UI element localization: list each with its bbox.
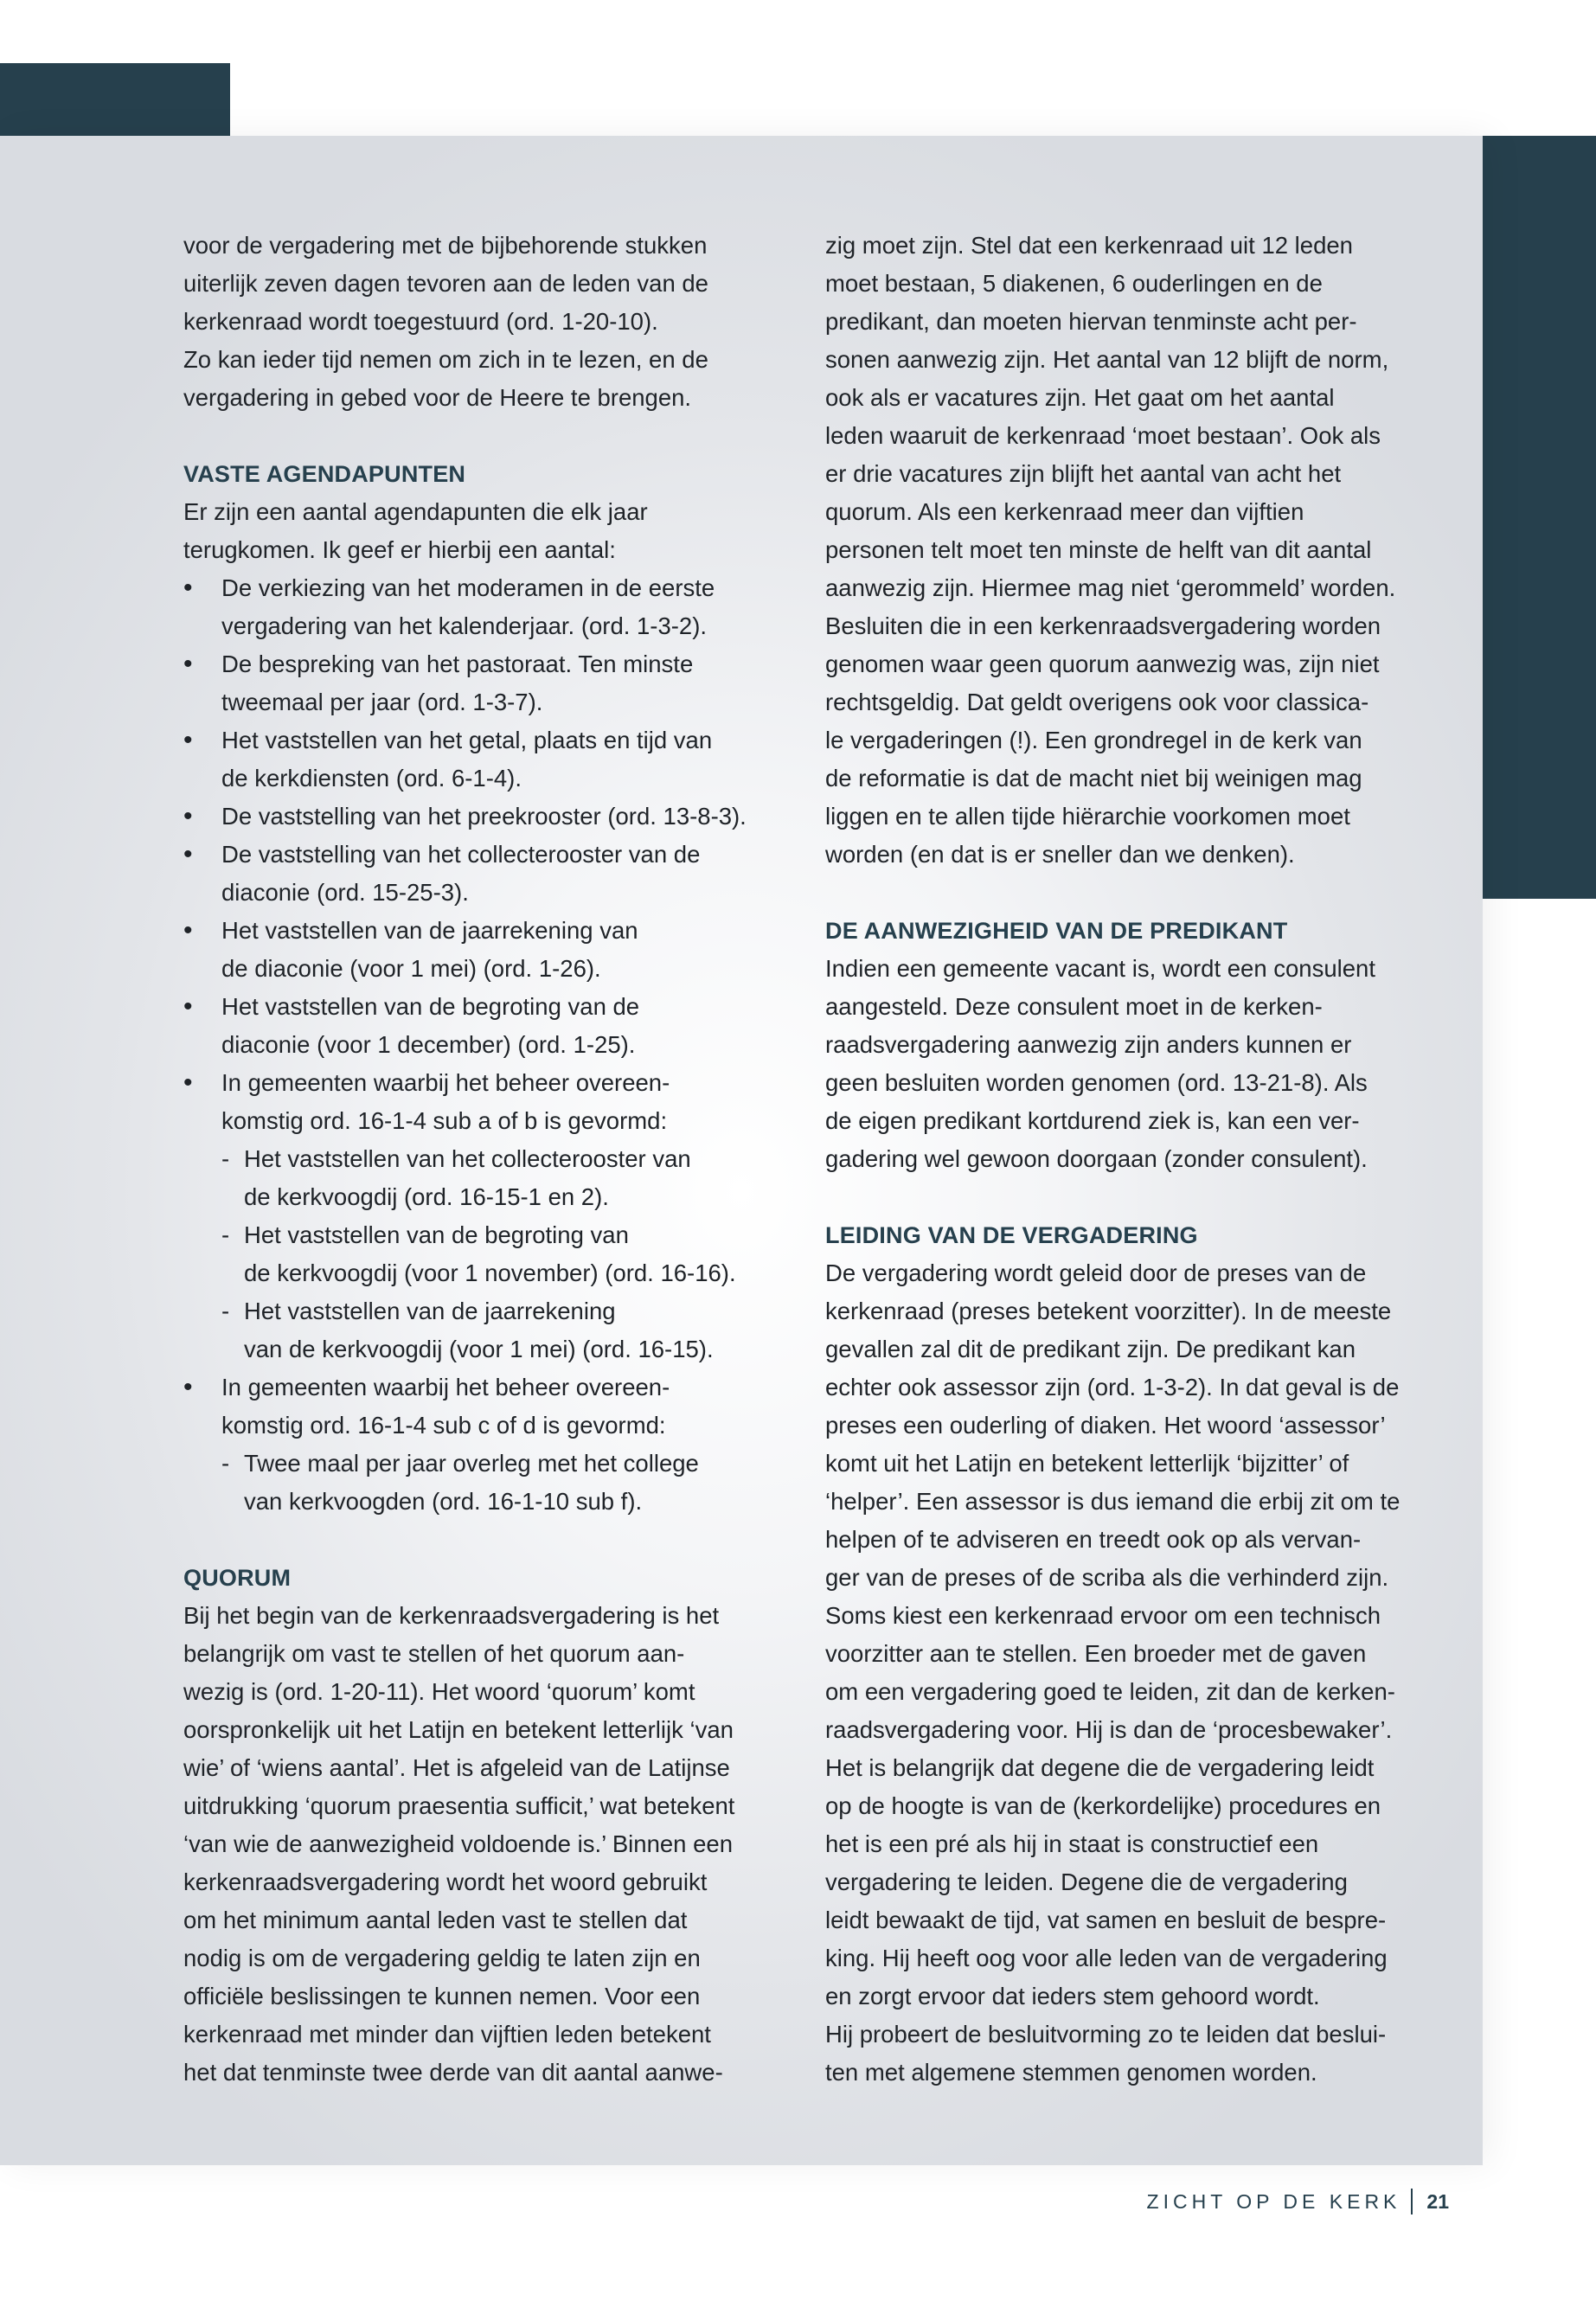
text-line: wie’ of ‘wiens aantal’. Het is afgeleid van de Latijnse (183, 1754, 730, 1781)
side-accent-tab (1483, 136, 1596, 899)
text-line: genomen waar geen quorum aanwezig was, zijn niet (825, 651, 1380, 677)
text-line: - Het vaststellen van het collecterooster van (244, 1145, 691, 1172)
aanwezigheid-paragraph (825, 950, 1431, 1178)
sub-list (221, 1140, 789, 1368)
sub-list-item (221, 1445, 789, 1521)
text-line: raadsvergadering aanwezig zijn anders kunnen er (825, 1031, 1352, 1058)
text-line: uiterlijk zeven dagen tevoren aan de leden van de (183, 270, 708, 297)
text-line: • In gemeenten waarbij het beheer overeen- (221, 1374, 670, 1400)
text-line: - Het vaststellen van de jaarrekening (244, 1298, 616, 1324)
text-line: ‘helper’. Een assessor is dus iemand die erbij zit om te (825, 1488, 1401, 1515)
text-line: op de hoogte is van de (kerkordelijke) procedures en (825, 1792, 1381, 1819)
text-line: Het is belangrijk dat degene die de vergadering leidt (825, 1754, 1375, 1781)
list-item (183, 645, 789, 721)
text-line: vergadering van het kalenderjaar. (ord. 1-3-2). (221, 612, 708, 639)
text-line: Zo kan ieder tijd nemen om zich in te lezen, en de (183, 346, 708, 373)
text-line: • De bespreking van het pastoraat. Ten minste (221, 651, 694, 677)
text-line: aanwezig zijn. Hiermee mag niet ‘gerommeld’ worden. (825, 574, 1396, 601)
text-line: wezig is (ord. 1-20-11). Het woord ‘quorum’ komt (183, 1678, 695, 1705)
text-line: komstig ord. 16-1-4 sub a of b is gevormd: (221, 1107, 668, 1134)
text-line: gevallen zal dit de predikant zijn. De predikant kan (825, 1336, 1356, 1362)
text-line: om een vergadering goed te leiden, zit dan de kerken- (825, 1678, 1395, 1705)
section-heading-vaste-agendapunten: VASTE AGENDAPUNTEN (183, 461, 466, 487)
list-item (183, 569, 789, 645)
text-line: de kerkvoogdij (ord. 16-15-1 en 2). (244, 1183, 609, 1210)
text-line: le vergaderingen (!). Een grondregel in de kerk van (825, 727, 1362, 753)
text-line: Hij probeert de besluitvorming zo te leiden dat beslui- (825, 2021, 1387, 2048)
text-line: Besluiten die in een kerkenraadsvergadering worden (825, 612, 1381, 639)
text-line: echter ook assessor zijn (ord. 1-3-2). In dat geval is de (825, 1374, 1400, 1400)
top-accent-tab (0, 63, 230, 136)
page-number: 21 (1426, 2189, 1449, 2213)
text-line: kerkenraad wordt toegestuurd (ord. 1-20-10). (183, 308, 658, 335)
text-line: oorspronkelijk uit het Latijn en betekent letterlijk ‘van (183, 1716, 734, 1743)
footer-divider (1411, 2189, 1413, 2214)
text-line: Bij het begin van de kerkenraadsvergadering is het (183, 1602, 720, 1629)
text-line: kerkenraad met minder dan vijftien leden betekent (183, 2021, 711, 2048)
left-column (183, 227, 789, 2092)
intro-paragraph (183, 227, 789, 417)
text-line: diaconie (ord. 15-25-3). (221, 879, 469, 906)
text-line: kerkenraad (preses betekent voorzitter). In de meeste (825, 1298, 1392, 1324)
list-item (183, 1064, 789, 1368)
text-line: leidt bewaakt de tijd, vat samen en besluit de bespre- (825, 1907, 1387, 1933)
quorum-paragraph (183, 1597, 789, 2092)
text-line: vergadering in gebed voor de Heere te brengen. (183, 384, 692, 411)
text-line: raadsvergadering voor. Hij is dan de ‘procesbewaker’. (825, 1716, 1393, 1743)
text-line: uitdrukking ‘quorum praesentia sufficit,’ wat betekent (183, 1792, 735, 1819)
text-line: ook als er vacatures zijn. Het gaat om het aantal (825, 384, 1335, 411)
text-line: tweemaal per jaar (ord. 1-3-7). (221, 689, 543, 715)
text-line: • De verkiezing van het moderamen in de eerste (221, 574, 715, 601)
text-line: ten met algemene stemmen genomen worden. (825, 2059, 1317, 2086)
text-line: en zorgt ervoor dat ieders stem gehoord wordt. (825, 1983, 1320, 2009)
text-line: sonen aanwezig zijn. Het aantal van 12 blijft de norm, (825, 346, 1389, 373)
sub-list-item (221, 1216, 789, 1292)
text-line: het dat tenminste twee derde van dit aantal aanwe- (183, 2059, 723, 2086)
text-line: belangrijk om vast te stellen of het quorum aan- (183, 1640, 685, 1667)
sub-list (221, 1445, 789, 1521)
magazine-title: ZICHT OP DE KERK (1146, 2189, 1401, 2213)
list-item (183, 988, 789, 1064)
text-line: voorzitter aan te stellen. Een broeder met de gaven (825, 1640, 1367, 1667)
sub-list-item (221, 1292, 789, 1368)
text-line: vergadering te leiden. Degene die de vergadering (825, 1868, 1348, 1895)
text-line: liggen en te allen tijde hiërarchie voorkomen moet (825, 803, 1350, 830)
text-line: aangesteld. Deze consulent moet in de kerken- (825, 993, 1323, 1020)
list-item (183, 836, 789, 912)
text-line: • Het vaststellen van de jaarrekening van (221, 917, 638, 944)
text-line: • In gemeenten waarbij het beheer overeen- (221, 1069, 670, 1096)
text-line: kerkenraadsvergadering wordt het woord gebruikt (183, 1868, 708, 1895)
text-line: • Het vaststellen van de begroting van de (221, 993, 640, 1020)
quorum-continued-paragraph (825, 227, 1431, 874)
list-item (183, 798, 789, 836)
text-line: van de kerkvoogdij (voor 1 mei) (ord. 16-15). (244, 1336, 714, 1362)
text-line: officiële beslissingen te kunnen nemen. Voor een (183, 1983, 701, 2009)
section-heading-leiding-vergadering: LEIDING VAN DE VERGADERING (825, 1222, 1198, 1248)
text-line: de eigen predikant kortdurend ziek is, kan een ver- (825, 1107, 1360, 1134)
section-heading-aanwezigheid-predikant: DE AANWEZIGHEID VAN DE PREDIKANT (825, 918, 1288, 944)
list-item (183, 721, 789, 798)
section-heading-quorum: QUORUM (183, 1565, 292, 1591)
text-line: rechtsgeldig. Dat geldt overigens ook voor classica- (825, 689, 1369, 715)
text-line: diaconie (voor 1 december) (ord. 1-25). (221, 1031, 636, 1058)
text-line: quorum. Als een kerkenraad meer dan vijftien (825, 498, 1304, 525)
text-line: Soms kiest een kerkenraad ervoor om een technisch (825, 1602, 1381, 1629)
page-footer (1147, 2184, 1449, 2219)
text-line: predikant, dan moeten hiervan tenminste acht per- (825, 308, 1357, 335)
text-line: zig moet zijn. Stel dat een kerkenraad uit 12 leden (825, 232, 1353, 259)
text-line: komt uit het Latijn en betekent letterlijk ‘bijzitter’ of (825, 1450, 1349, 1477)
text-line: nodig is om de vergadering geldig te laten zijn en (183, 1945, 701, 1971)
text-line: de diaconie (voor 1 mei) (ord. 1-26). (221, 955, 601, 982)
list-item (183, 1368, 789, 1521)
text-line: ‘van wie de aanwezigheid voldoende is.’ Binnen een (183, 1830, 733, 1857)
text-line: De vergadering wordt geleid door de preses van de (825, 1259, 1367, 1286)
text-line: • De vaststelling van het preekrooster (ord. 13-8-3). (221, 803, 747, 830)
text-line: ger van de preses of de scriba als die verhinderd zijn. (825, 1564, 1389, 1591)
right-column (825, 227, 1431, 2092)
agenda-list (183, 569, 789, 1521)
text-line: het is een pré als hij in staat is constructief een (825, 1830, 1319, 1857)
text-line: helpen of te adviseren en treedt ook op als vervan- (825, 1526, 1362, 1553)
text-line: komstig ord. 16-1-4 sub c of d is gevormd: (221, 1412, 666, 1439)
text-line: • Het vaststellen van het getal, plaats en tijd van (221, 727, 713, 753)
text-line: de reformatie is dat de macht niet bij weinigen mag (825, 765, 1362, 792)
text-line: worden (en dat is er sneller dan we denken). (825, 841, 1295, 868)
text-line: er drie vacatures zijn blijft het aantal van acht het (825, 460, 1342, 487)
text-line: om het minimum aantal leden vast te stellen dat (183, 1907, 688, 1933)
sub-list-item (221, 1140, 789, 1216)
text-line: preses een ouderling of diaken. Het woord ‘assessor’ (825, 1412, 1386, 1439)
text-line: Indien een gemeente vacant is, wordt een consulent (825, 955, 1375, 982)
text-line: de kerkdiensten (ord. 6-1-4). (221, 765, 522, 792)
text-line: de kerkvoogdij (voor 1 november) (ord. 16-16). (244, 1259, 736, 1286)
text-line: van kerkvoogden (ord. 16-1-10 sub f). (244, 1488, 643, 1515)
text-line: moet bestaan, 5 diakenen, 6 ouderlingen en de (825, 270, 1323, 297)
text-line: • De vaststelling van het collecterooster van de (221, 841, 701, 868)
text-line: terugkomen. Ik geef er hierbij een aantal: (183, 536, 616, 563)
text-line: personen telt moet ten minste de helft van dit aantal (825, 536, 1372, 563)
text-line: king. Hij heeft oog voor alle leden van de vergadering (825, 1945, 1388, 1971)
text-line: Er zijn een aantal agendapunten die elk jaar (183, 498, 648, 525)
text-line: gadering wel gewoon doorgaan (zonder consulent). (825, 1145, 1368, 1172)
text-line: geen besluiten worden genomen (ord. 13-21-8). Als (825, 1069, 1368, 1096)
text-line: - Twee maal per jaar overleg met het college (244, 1450, 699, 1477)
text-line: voor de vergadering met de bijbehorende stukken (183, 232, 708, 259)
leiding-paragraph (825, 1254, 1431, 2092)
text-line: leden waaruit de kerkenraad ‘moet bestaan’. Ook als (825, 422, 1381, 449)
text-line: - Het vaststellen van de begroting van (244, 1221, 629, 1248)
list-item (183, 912, 789, 988)
